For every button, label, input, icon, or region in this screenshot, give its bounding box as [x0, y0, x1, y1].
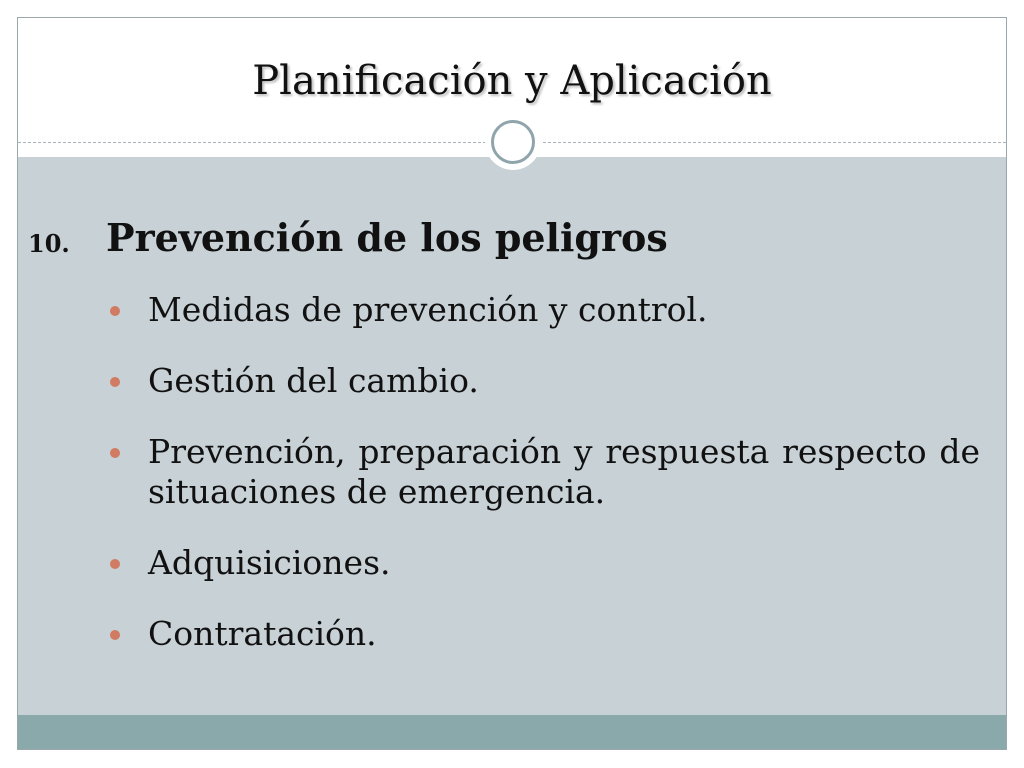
bullet-text: Gestión del cambio. — [148, 361, 479, 400]
slide-title: Planificación y Aplicación — [252, 58, 772, 104]
bullet-icon — [110, 377, 120, 387]
section-heading: Prevención de los peligros — [106, 215, 668, 260]
bullet-text: Medidas de prevención y control. — [148, 290, 708, 329]
list-item — [110, 543, 980, 583]
list-item — [110, 361, 980, 401]
bullet-icon — [110, 630, 120, 640]
footer-band — [18, 715, 1006, 750]
section-number: 10. — [28, 229, 70, 258]
bullet-icon — [110, 448, 120, 458]
bullet-icon — [110, 306, 120, 316]
bullet-icon — [110, 559, 120, 569]
bullet-text: Contratación. — [148, 614, 377, 653]
bullet-text: Adquisiciones. — [148, 543, 391, 582]
bullet-list — [110, 290, 980, 685]
list-item — [110, 432, 980, 512]
divider-ring-ornament — [485, 114, 541, 170]
ring-inner — [491, 120, 535, 164]
list-item — [110, 290, 980, 330]
bullet-text: Prevención, preparación y respuesta respecto de situaciones de emergencia. — [148, 432, 980, 511]
list-item — [110, 614, 980, 654]
